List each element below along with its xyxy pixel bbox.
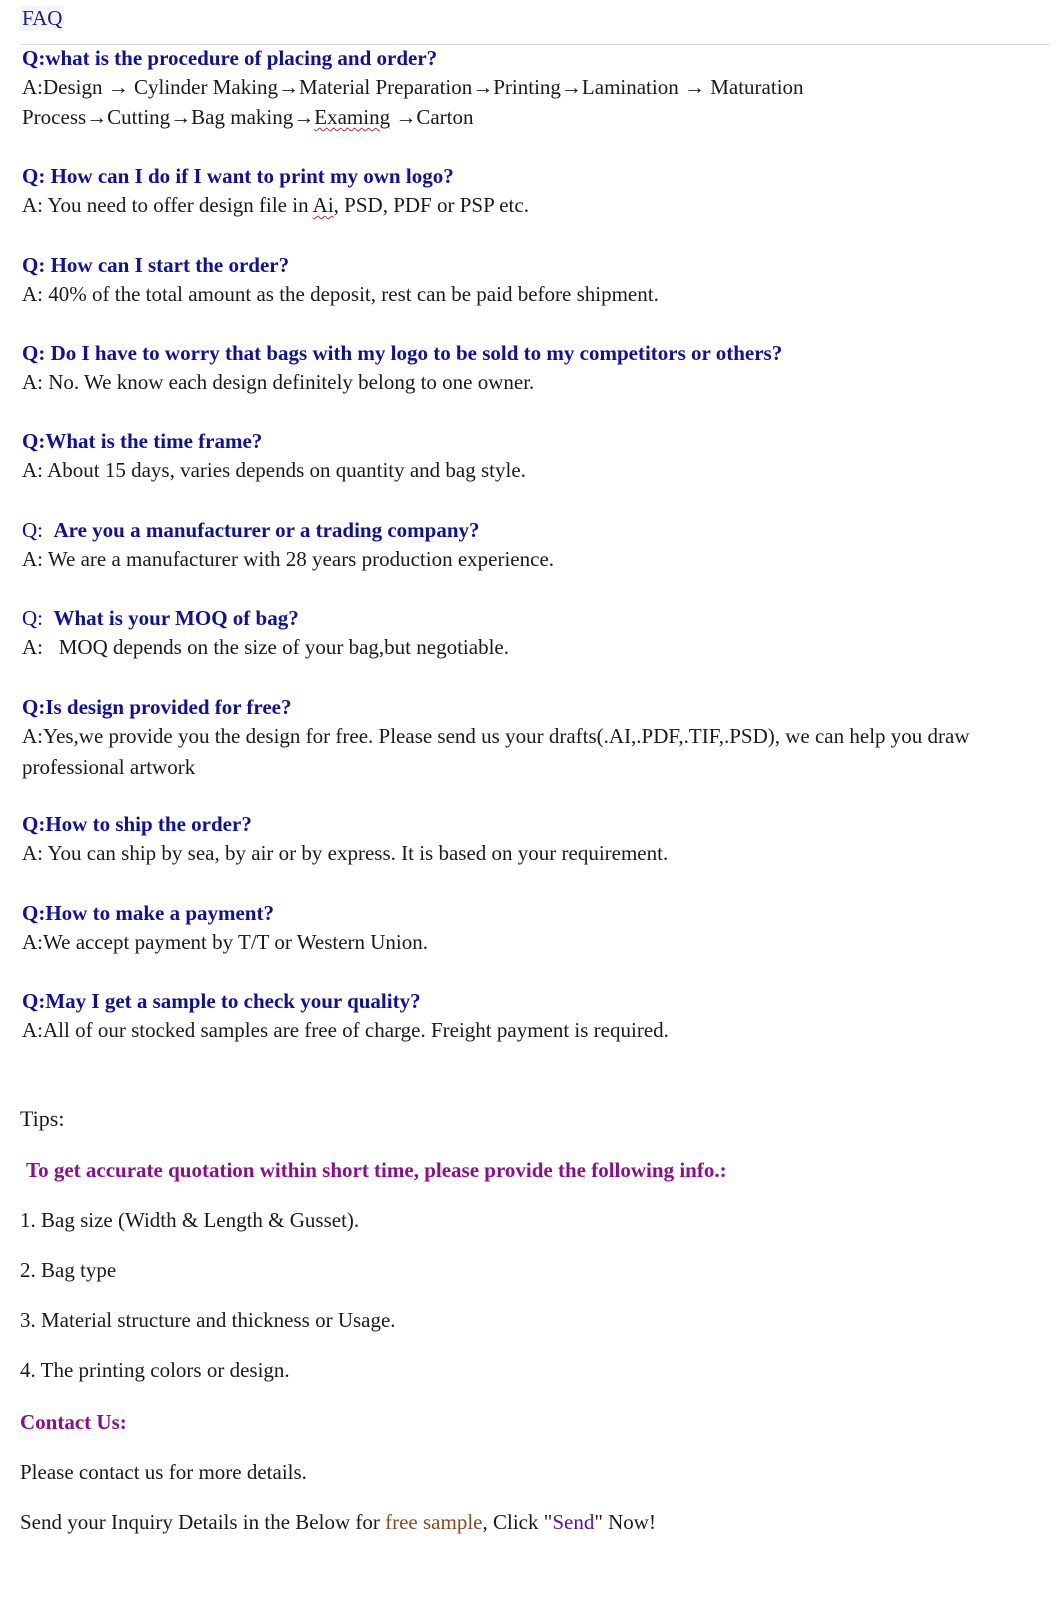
q-prefix: Q: [22, 164, 51, 188]
tip-item [20, 1308, 396, 1333]
faq-question [22, 429, 262, 454]
faq-question [22, 901, 274, 926]
tips-label: Tips: [20, 1106, 65, 1131]
q-prefix: Q: [22, 812, 46, 836]
faq-answer: A:We accept payment by T/T or Western Union. [22, 930, 429, 954]
cta-text: , Click " [482, 1510, 553, 1534]
faq-answer: A: 40% of the total amount as the deposit, rest can be paid before shipment. [22, 282, 659, 306]
page-title: FAQ [22, 6, 63, 30]
cta-text: " Now! [594, 1510, 656, 1534]
question-text: How can I do if I want to print my own logo? [50, 164, 454, 188]
q-prefix: Q: [22, 253, 51, 277]
answer-text: A: You need to offer design file in [22, 193, 313, 217]
faq-question [22, 164, 454, 189]
faq-question [22, 518, 480, 543]
question-text: Are you a manufacturer or a trading company? [53, 518, 480, 542]
q-prefix: Q: [22, 989, 46, 1013]
faq-answer-cont [22, 102, 473, 133]
question-text: Is design provided for free? [45, 695, 292, 719]
faq-answer: A: You can ship by sea, by air or by express. It is based on your requirement. [22, 841, 669, 865]
faq-question [22, 253, 289, 278]
tip-item-text: 3. Material structure and thickness or Usage. [20, 1308, 396, 1332]
q-prefix: Q: [22, 695, 46, 719]
faq-answer: A:Design → Cylinder Making→Material Preparation→Printing→Lamination → Maturation [22, 75, 804, 99]
answer-text: , PSD, PDF or PSP etc. [333, 193, 529, 217]
faq-answer: A: We are a manufacturer with 28 years production experience. [22, 547, 555, 571]
tip-item [20, 1208, 359, 1233]
q-prefix: Q: [22, 341, 51, 365]
faq-answer: A:All of our stocked samples are free of charge. Freight payment is required. [22, 1018, 669, 1042]
faq-answer [22, 190, 529, 221]
contact-cta [20, 1510, 656, 1535]
tip-item [20, 1258, 116, 1283]
q-prefix: Q: [22, 46, 46, 70]
q-prefix: Q: [22, 429, 46, 453]
contact-heading: Contact Us: [20, 1410, 127, 1434]
spellcheck-word: Ai [312, 193, 334, 217]
answer-text: →Carton [390, 105, 474, 129]
faq-question [22, 606, 299, 631]
question-text: what is the procedure of placing and order? [45, 46, 438, 70]
tip-item-text: 1. Bag size (Width & Length & Gusset). [20, 1208, 360, 1232]
question-text: What is your MOQ of bag? [53, 606, 299, 630]
tips-heading: To get accurate quotation within short time, please provide the following info.: [26, 1158, 727, 1182]
send-link[interactable]: Send [552, 1510, 595, 1534]
answer-text: Process→Cutting→Bag making→ [22, 105, 315, 129]
faq-question [22, 695, 292, 720]
question-text: How to make a payment? [45, 901, 274, 925]
faq-answer: A: No. We know each design definitely belong to one owner. [22, 370, 535, 394]
faq-question [22, 46, 437, 71]
contact-line: Please contact us for more details. [20, 1460, 307, 1484]
question-text: What is the time frame? [45, 429, 263, 453]
faq-question [22, 341, 782, 366]
q-prefix: Q: [22, 518, 54, 542]
faq-answer: A:Yes,we provide you the design for free. Please send us your drafts(.AI,.PDF,.TIF,.PSD), we can help you draw professional artwork [22, 724, 970, 779]
faq-question [22, 812, 252, 837]
faq-answer: A: About 15 days, varies depends on quantity and bag style. [22, 458, 526, 482]
cta-text: Send your Inquiry Details in the Below for [20, 1510, 386, 1534]
q-prefix: Q: [22, 901, 46, 925]
q-prefix: Q: [22, 606, 54, 630]
free-sample-link[interactable]: free sample [385, 1510, 483, 1534]
spellcheck-word: Examing [314, 105, 391, 129]
tip-item-text: 4. The printing colors or design. [20, 1358, 290, 1382]
faq-question [22, 989, 421, 1014]
question-text: How to ship the order? [45, 812, 252, 836]
faq-answer: A: MOQ depends on the size of your bag,but negotiable. [22, 635, 509, 659]
question-text: Do I have to worry that bags with my logo to be sold to my competitors or others? [50, 341, 783, 365]
tip-item-text: 2. Bag type [20, 1258, 117, 1282]
question-text: How can I start the order? [50, 253, 290, 277]
question-text: May I get a sample to check your quality? [45, 989, 421, 1013]
tip-item [20, 1358, 290, 1383]
divider [20, 44, 1050, 45]
